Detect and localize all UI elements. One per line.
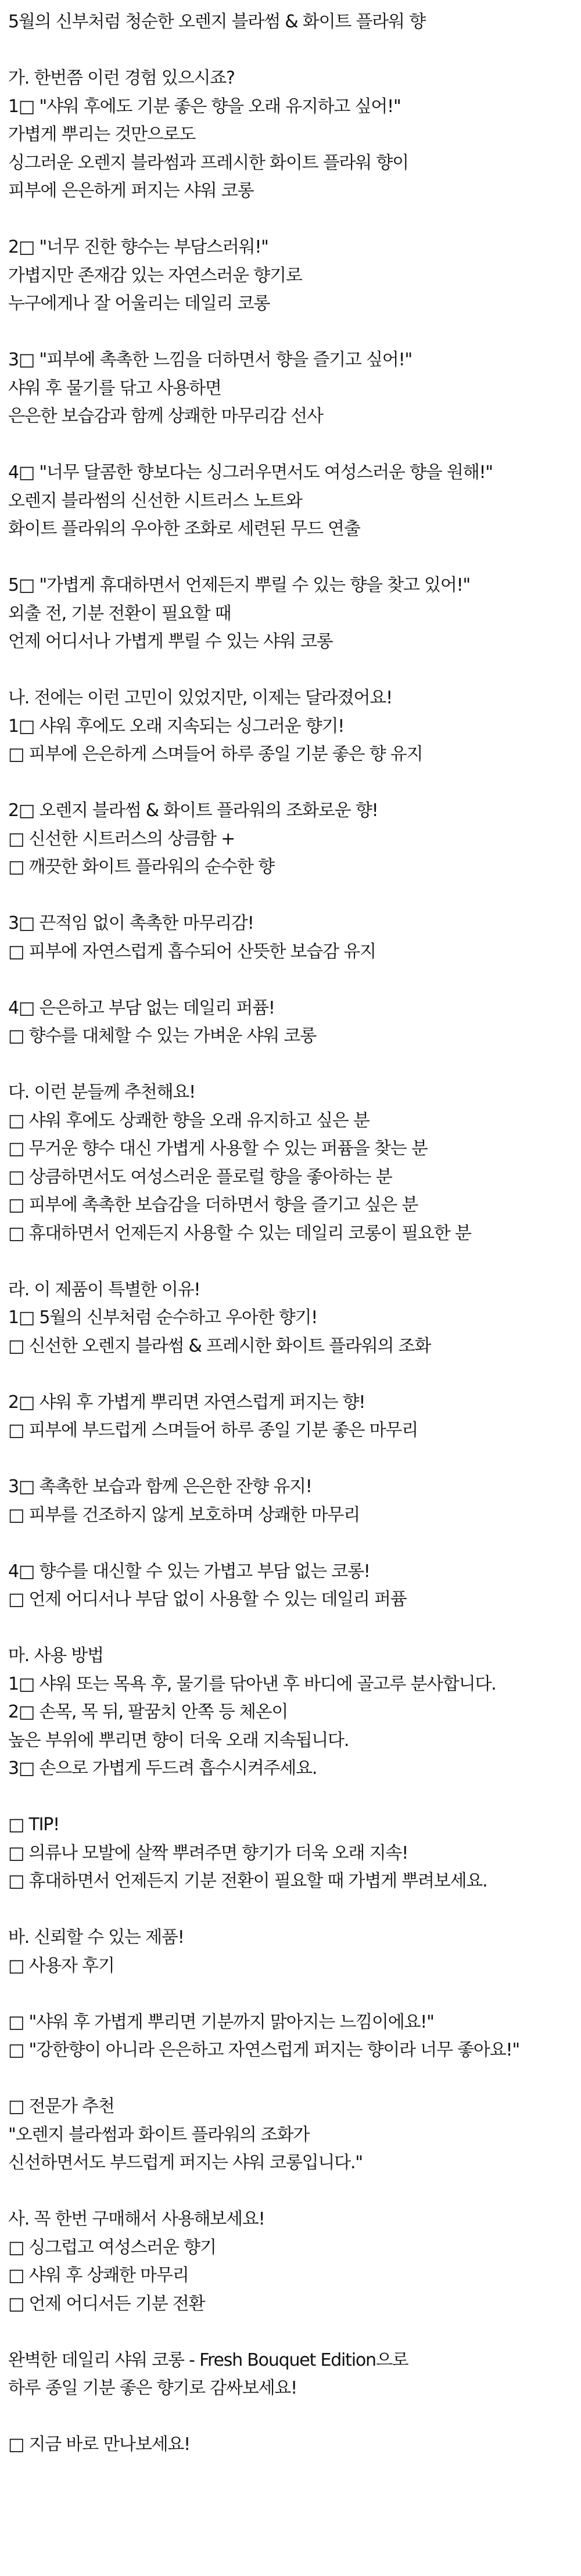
- text-line: □ 전문가 추천: [8, 2096, 114, 2117]
- blank-line: [8, 1360, 576, 1389]
- text-line: 가. 한번쯤 이런 경험 있으시죠?: [8, 68, 235, 88]
- text-line: □ 싱그럽고 여성스러운 향기: [8, 2237, 216, 2258]
- text-line: 1□ 5월의 신부처럼 순수하고 우아한 향기!: [8, 1307, 318, 1328]
- blank-line: [8, 1896, 576, 1924]
- blank-line: [8, 544, 576, 572]
- text-line: 나. 전에는 이런 고민이 있었지만, 이제는 달라졌어요!: [8, 688, 392, 708]
- text-line: 언제 어디서나 가볍게 뿌릴 수 있는 샤워 코롱: [8, 631, 333, 652]
- text-line: 하루 종일 기분 좋은 향기로 감싸보세요!: [8, 2378, 297, 2398]
- text-line: 2□ "너무 진한 향수는 부담스러워!": [8, 237, 268, 257]
- blank-line: [8, 2178, 576, 2206]
- text-line: 외출 전, 기분 전환이 필요할 때: [8, 603, 231, 624]
- text-line: □ 신선한 오렌지 블라썸 & 프레시한 화이트 플라워의 조화: [8, 1335, 431, 1356]
- blank-line: [8, 1529, 576, 1558]
- blank-line: [8, 966, 576, 994]
- text-line: 은은한 보습감과 함께 상쾌한 마무리감 선사: [8, 406, 323, 426]
- text-line: □ 언제 어디서나 부담 없이 사용할 수 있는 데일리 퍼퓸: [8, 1589, 407, 1609]
- text-line: 4□ 향수를 대신할 수 있는 가볍고 부담 없는 코롱!: [8, 1561, 370, 1582]
- text-line: 4□ "너무 달콤한 향보다는 싱그러우면서도 여성스러운 향을 원해!": [8, 462, 493, 483]
- blank-line: [8, 1783, 576, 1812]
- text-line: 5□ "가볍게 휴대하면서 언제든지 뿌릴 수 있는 향을 찾고 있어!": [8, 575, 471, 595]
- blank-line: [8, 2403, 576, 2431]
- text-line: 마. 사용 방법: [8, 1646, 103, 1666]
- blank-line: [8, 1980, 576, 2009]
- blank-line: [8, 1051, 576, 1079]
- text-line: □ 휴대하면서 언제든지 사용할 수 있는 데일리 코롱이 필요한 분: [8, 1223, 471, 1244]
- blank-line: [8, 769, 576, 797]
- text-line: □ 언제 어디서든 기분 전환: [8, 2293, 205, 2314]
- text-line: 다. 이런 분들께 추천해요!: [8, 1082, 195, 1102]
- text-line: 싱그러운 오렌지 블라썸과 프레시한 화이트 플라워 향이: [8, 152, 408, 173]
- text-line: □ 피부에 자연스럽게 흡수되어 산뜻한 보습감 유지: [8, 941, 376, 962]
- text-line: 1□ 샤워 또는 목욕 후, 물기를 닦아낸 후 바디에 골고루 분사합니다.: [8, 1673, 496, 1694]
- text-line: 완벽한 데일리 샤워 코롱 - Fresh Bouquet Edition으로: [8, 2349, 408, 2370]
- blank-line: [8, 882, 576, 910]
- text-line: □ 피부를 건조하지 않게 보호하며 상쾌한 마무리: [8, 1504, 360, 1525]
- text-line: □ TIP!: [8, 1815, 59, 1835]
- text-line: 4□ 은은하고 부담 없는 데일리 퍼퓸!: [8, 997, 275, 1018]
- blank-line: [8, 656, 576, 685]
- text-line: □ "강한향이 아니라 은은하고 자연스럽게 퍼지는 향이라 너무 좋아요!": [8, 2040, 519, 2060]
- text-line: 3□ 손으로 가볍게 두드려 흡수시켜주세요.: [8, 1758, 317, 1779]
- text-line: 샤워 후 물기를 닦고 사용하면: [8, 378, 221, 398]
- blank-line: [8, 318, 576, 347]
- text-line: 5월의 신부처럼 청순한 오렌지 블라썸 & 화이트 플라워 향: [8, 12, 425, 32]
- text-line: 화이트 플라워의 우아한 조화로 세련된 무드 연출: [8, 519, 360, 539]
- text-line: □ 샤워 후 상쾌한 마무리: [8, 2265, 189, 2286]
- text-line: □ 피부에 촉촉한 보습감을 더하면서 향을 즐기고 싶은 분: [8, 1195, 418, 1215]
- blank-line: [8, 2065, 576, 2093]
- text-line: □ 상큼하면서도 여성스러운 플로럴 향을 좋아하는 분: [8, 1166, 392, 1187]
- text-line: □ 깨끗한 화이트 플라워의 순수한 향: [8, 857, 274, 877]
- text-line: 누구에게나 잘 어울리는 데일리 코롱: [8, 293, 270, 314]
- text-line: 3□ 촉촉한 보습과 함께 은은한 잔향 유지!: [8, 1476, 312, 1497]
- blank-line: [8, 2318, 576, 2347]
- text-line: 가볍게 뿌리는 것만으로도: [8, 124, 196, 145]
- text-line: 3□ 끈적임 없이 촉촉한 마무리감!: [8, 913, 254, 933]
- text-line: 1□ 샤워 후에도 오래 지속되는 싱그러운 향기!: [8, 716, 345, 736]
- blank-line: [8, 206, 576, 234]
- text-line: □ 휴대하면서 언제든지 기분 전환이 필요할 때 가볍게 뿌려보세요.: [8, 1871, 487, 1891]
- text-line: 오렌지 블라썸의 신선한 시트러스 노트와: [8, 490, 302, 511]
- text-line: □ 의류나 모발에 살짝 뿌려주면 향기가 더욱 오래 지속!: [8, 1842, 408, 1863]
- text-line: □ 피부에 은은하게 스며들어 하루 종일 기분 좋은 향 유지: [8, 744, 423, 764]
- blank-line: [8, 1445, 576, 1474]
- text-line: 라. 이 제품이 특별한 이유!: [8, 1279, 200, 1300]
- blank-line: [8, 1614, 576, 1643]
- text-line: □ 사용자 후기: [8, 1955, 114, 1976]
- text-line: 가볍지만 존재감 있는 자연스러운 향기로: [8, 265, 302, 286]
- text-line: □ "샤워 후 가볍게 뿌리면 기분까지 맑아지는 느낌이에요!": [8, 2011, 434, 2032]
- text-line: 바. 신뢰할 수 있는 제품!: [8, 1927, 184, 1948]
- text-line: 3□ "피부에 촉촉한 느낌을 더하면서 향을 즐기고 싶어!": [8, 350, 413, 370]
- text-line: 2□ 손목, 목 뒤, 팔꿈치 안쪽 등 체온이: [8, 1702, 288, 1722]
- text-line: □ 지금 바로 만나보세요!: [8, 2434, 190, 2455]
- text-line: "오렌지 블라썸과 화이트 플라워의 조화가: [8, 2124, 310, 2145]
- text-line: □ 향수를 대체할 수 있는 가벼운 샤워 코롱: [8, 1026, 316, 1046]
- description-text-block: [8, 8, 576, 2459]
- text-line: 높은 부위에 뿌리면 향이 더욱 오래 지속됩니다.: [8, 1730, 349, 1751]
- blank-line: [8, 37, 576, 65]
- text-line: □ 피부에 부드럽게 스며들어 하루 종일 기분 좋은 마무리: [8, 1420, 418, 1440]
- text-line: 사. 꼭 한번 구매해서 사용해보세요!: [8, 2209, 265, 2229]
- text-line: 신선하면서도 부드럽게 퍼지는 샤워 코롱입니다.": [8, 2153, 363, 2173]
- text-line: □ 무거운 향수 대신 가볍게 사용할 수 있는 퍼퓸을 찾는 분: [8, 1138, 428, 1159]
- blank-line: [8, 431, 576, 459]
- text-line: 2□ 샤워 후 가볍게 뿌리면 자연스럽게 퍼지는 향!: [8, 1392, 365, 1413]
- text-line: 2□ 오렌지 블라썸 & 화이트 플라워의 조화로운 향!: [8, 800, 378, 821]
- blank-line: [8, 1248, 576, 1276]
- text-line: □ 신선한 시트러스의 상큼함 +: [8, 828, 235, 849]
- text-line: 1□ "샤워 후에도 기분 좋은 향을 오래 유지하고 싶어!": [8, 96, 401, 117]
- text-line: 피부에 은은하게 퍼지는 샤워 코롱: [8, 181, 254, 201]
- text-line: □ 샤워 후에도 상쾌한 향을 오래 유지하고 싶은 분: [8, 1110, 370, 1131]
